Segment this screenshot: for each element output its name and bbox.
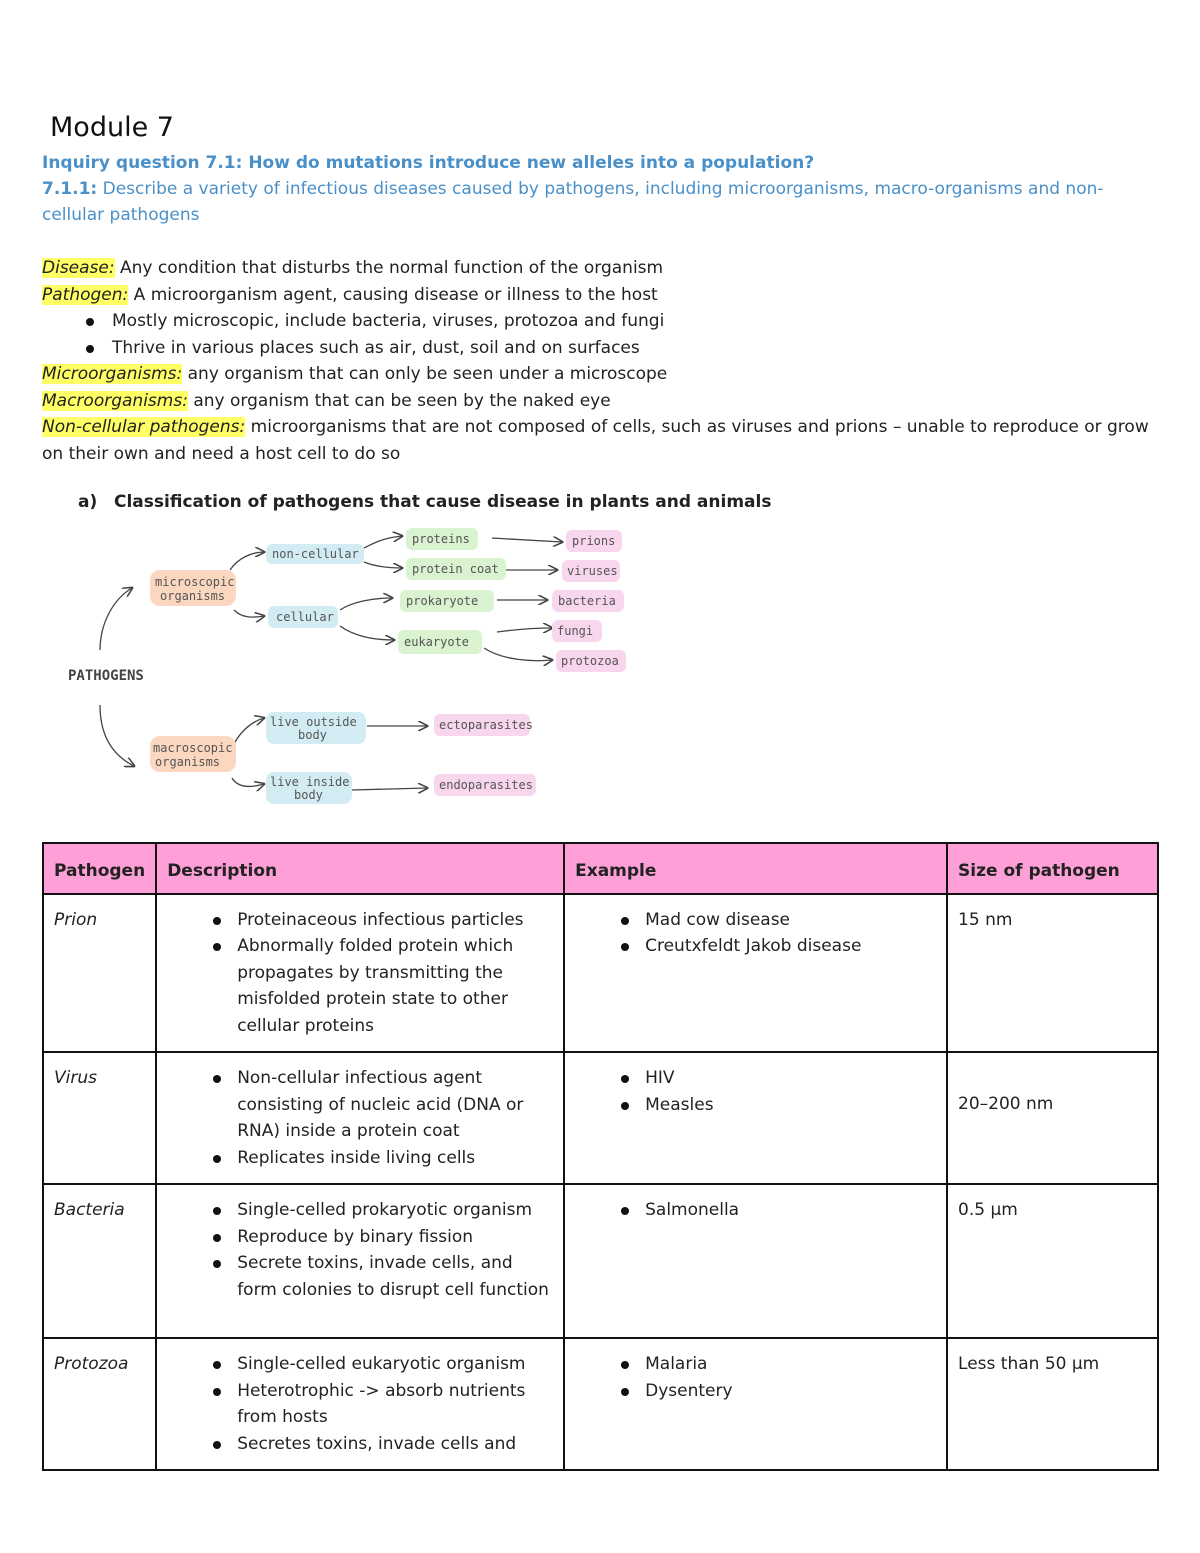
label-macroscopic: macroscopic [153, 741, 233, 755]
cell-example [564, 1052, 947, 1184]
table-row [43, 1052, 1158, 1184]
cell-example [564, 1184, 947, 1338]
size-value: 20–200 nm [958, 1094, 1054, 1114]
label-eukaryote: eukaryote [404, 635, 470, 649]
label-cellular: cellular [276, 610, 334, 624]
label-root: PATHOGENS [68, 668, 144, 684]
list-item: Secretes toxins, invade cells and [207, 1431, 553, 1458]
label-live-outside-2: body [298, 728, 327, 742]
term-noncellular: Non-cellular pathogens: [42, 417, 246, 437]
label-live-outside: live outside [270, 715, 357, 729]
label-prokaryote: prokaryote [406, 594, 479, 608]
list-item: Thrive in various places such as air, dust, soil and on surfaces [80, 335, 1152, 362]
label-protein-coat: protein coat [412, 562, 499, 576]
cell-size: 0.5 μm [947, 1184, 1158, 1338]
header-description: Description [156, 843, 564, 894]
pathogen-bullets [42, 308, 1152, 361]
list-item: Reproduce by binary fission [207, 1224, 553, 1251]
cell-description [156, 894, 564, 1053]
list-item: Heterotrophic -> absorb nutrients from hosts [207, 1378, 553, 1431]
cell-example [564, 894, 947, 1053]
header-example: Example [564, 843, 947, 894]
list-item: Mad cow disease [615, 907, 936, 934]
list-item: Malaria [615, 1351, 936, 1378]
table-row [43, 1338, 1158, 1470]
label-viruses: viruses [567, 564, 618, 578]
table-header-row [43, 843, 1158, 894]
module-title: Module 7 [50, 112, 174, 143]
label-live-inside-2: body [294, 788, 323, 802]
cell-pathogen: Prion [43, 894, 156, 1053]
label-non-cellular: non-cellular [272, 547, 359, 561]
cell-size: Less than 50 μm [947, 1338, 1158, 1470]
term-pathogen: Pathogen: [42, 284, 129, 305]
def-noncellular [42, 414, 1152, 467]
cell-pathogen: Protozoa [43, 1338, 156, 1470]
term-micro: Microorganisms: [42, 364, 183, 384]
list-item: HIV [615, 1065, 936, 1092]
dot-point [42, 176, 1122, 228]
def-noncellular-text: microorganisms that are not composed of cells, such as viruses and prions – unable to reproduce or grow on their own and need a host cell to do so [42, 417, 1149, 464]
cell-description [156, 1338, 564, 1470]
label-protozoa: protozoa [561, 654, 619, 668]
cell-size: 15 nm [947, 894, 1158, 1053]
label-macroscopic-2: organisms [155, 755, 221, 769]
def-macro-text: any organism that can be seen by the naked eye [193, 390, 611, 411]
list-item: Dysentery [615, 1378, 936, 1405]
label-endoparasites: endoparasites [439, 778, 533, 792]
dot-point-code: 7.1.1: [42, 179, 98, 199]
label-proteins: proteins [412, 532, 470, 546]
label-fungi: fungi [557, 624, 594, 638]
section-label: a) [78, 492, 98, 512]
section-heading-text: Classification of pathogens that cause disease in plants and animals [114, 492, 772, 512]
list-item: Abnormally folded protein which propagates by transmitting the misfolded protein state to other cellular proteins [207, 933, 553, 1039]
def-macro [42, 388, 1152, 415]
label-live-inside: live inside [270, 775, 350, 789]
cell-example [564, 1338, 947, 1470]
label-microscopic-2: organisms [160, 589, 226, 603]
list-item: Creutxfeldt Jakob disease [615, 933, 936, 960]
list-item: Single-celled eukaryotic organism [207, 1351, 553, 1378]
inquiry-question: Inquiry question 7.1: How do mutations introduce new alleles into a population? [42, 153, 815, 173]
def-micro [42, 361, 1152, 388]
definitions [42, 255, 1152, 467]
list-item: Replicates inside living cells [207, 1145, 553, 1172]
term-macro: Macroorganisms: [42, 390, 188, 411]
label-prions: prions [572, 534, 616, 548]
table-row [43, 894, 1158, 1053]
section-heading [78, 492, 771, 512]
label-microscopic: microscopic [155, 575, 235, 589]
list-item: Measles [615, 1092, 936, 1119]
header-size: Size of pathogen [947, 843, 1158, 894]
cell-pathogen: Virus [43, 1052, 156, 1184]
cell-pathogen: Bacteria [43, 1184, 156, 1338]
cell-description [156, 1052, 564, 1184]
list-item: Proteinaceous infectious particles [207, 907, 553, 934]
header-pathogen: Pathogen [43, 843, 156, 894]
list-item: Single-celled prokaryotic organism [207, 1197, 553, 1224]
list-item: Secrete toxins, invade cells, and form colonies to disrupt cell function [207, 1250, 553, 1303]
list-item: Non-cellular infectious agent consisting of nucleic acid (DNA or RNA) inside a protein coat [207, 1065, 553, 1145]
list-item: Salmonella [615, 1197, 936, 1224]
def-micro-text: any organism that can only be seen under a microscope [187, 364, 668, 384]
def-disease [42, 255, 1152, 282]
label-bacteria: bacteria [558, 594, 616, 608]
term-disease: Disease: [42, 258, 115, 278]
list-item: Mostly microscopic, include bacteria, viruses, protozoa and fungi [80, 308, 1152, 335]
classification-diagram [42, 520, 642, 820]
cell-size [947, 1052, 1158, 1184]
dot-point-text: Describe a variety of infectious diseases caused by pathogens, including microorganisms, macro-organisms and non-cellular pathogens [42, 179, 1104, 225]
def-pathogen-text: A microorganism agent, causing disease or illness to the host [133, 284, 658, 305]
label-ectoparasites: ectoparasites [439, 718, 533, 732]
pathogen-table [42, 842, 1159, 1471]
def-pathogen [42, 282, 1152, 309]
def-disease-text: Any condition that disturbs the normal function of the organism [120, 258, 664, 278]
table-row [43, 1184, 1158, 1338]
cell-description [156, 1184, 564, 1338]
